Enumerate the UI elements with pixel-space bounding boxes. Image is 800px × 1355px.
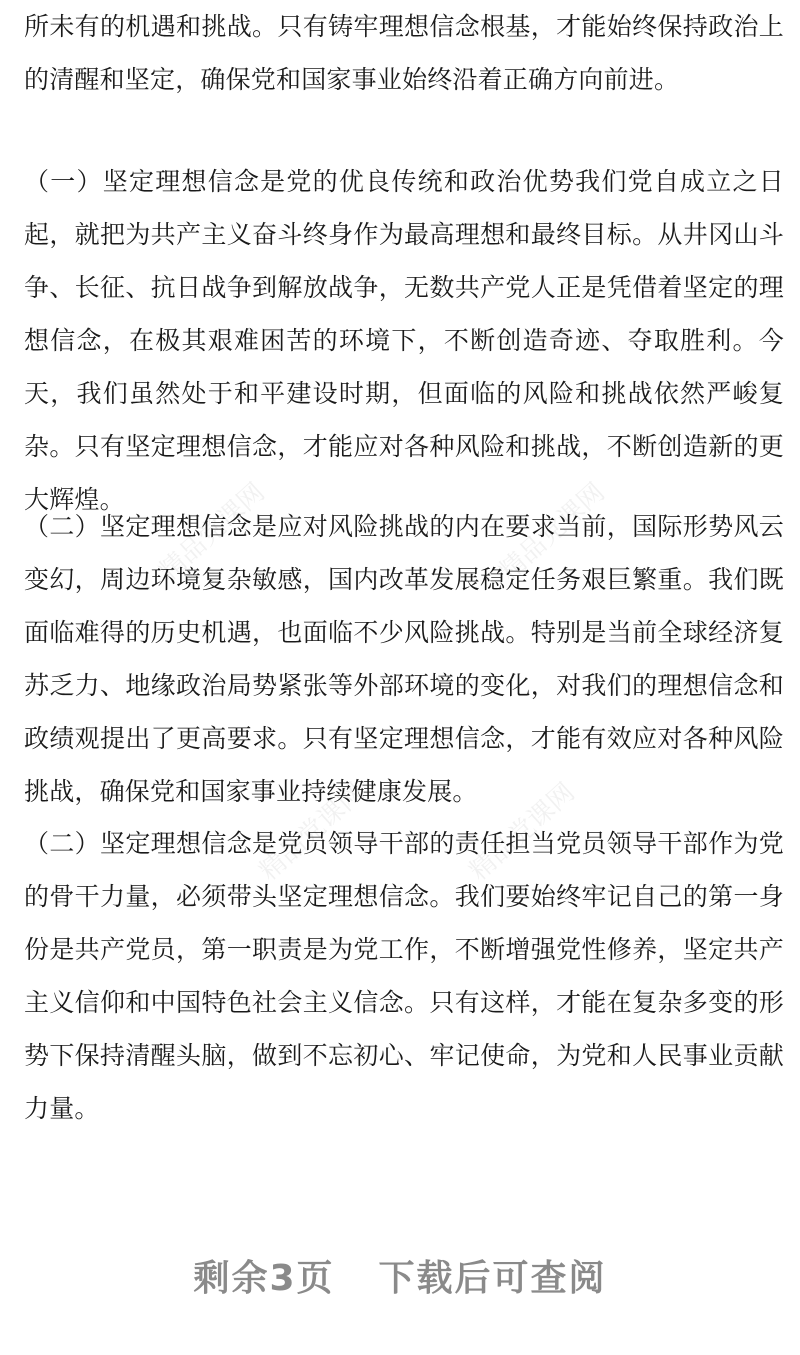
- watermark: 精品党课网: [154, 477, 271, 587]
- download-to-view-label: 下载后可查阅: [378, 1258, 607, 1299]
- paragraph-section-three: （二）坚定理想信念是党员领导干部的责任担当党员领导干部作为党的骨干力量，必须带头坚定理想信念。我们要始终牢记自己的第一身份是共产党员，第一职责是为党工作，不断增强党性修养，坚定共产主义信仰和中国特色社会主义信念。只有这样，才能在复杂多变的形势下保持清醒头脑，做到不忘初心、牢记使命，为党和人民事业贡献力量。: [24, 829, 784, 1123]
- download-prompt[interactable]: [0, 1250, 800, 1301]
- paragraph-section-one: （一）坚定理想信念是党的优良传统和政治优势我们党自成立之日起，就把为共产主义奋斗终身作为最高理想和最终目标。从井冈山斗争、长征、抗日战争到解放战争，无数共产党人正是凭借着坚定的理想信念，在极其艰难困苦的环境下，不断创造奇迹、夺取胜利。今天，我们虽然处于和平建设时期，但面临的风险和挑战依然严峻复杂。只有坚定理想信念，才能应对各种风险和挑战，不断创造新的更大辉煌。: [24, 167, 784, 514]
- remaining-pages-label: 剩余3页: [193, 1258, 335, 1299]
- watermark: 精品党课网: [464, 777, 581, 887]
- paragraph-intro-continuation: 所未有的机遇和挑战。只有铸牢理想信念根基，才能始终保持政治上的清醒和坚定，确保党和国家事业始终沿着正确方向前进。: [24, 12, 784, 94]
- paragraph-section-two: （二）坚定理想信念是应对风险挑战的内在要求当前，国际形势风云变幻，周边环境复杂敏感，国内改革发展稳定任务艰巨繁重。我们既面临难得的历史机遇，也面临不少风险挑战。特别是当前全球经济复苏乏力、地缘政治局势紧张等外部环境的变化，对我们的理想信念和政绩观提出了更高要求。只有坚定理想信念，才能有效应对各种风险挑战，确保党和国家事业持续健康发展。: [24, 512, 784, 806]
- watermark: 精品党课网: [494, 477, 611, 587]
- watermark: 精品党课网: [254, 777, 371, 887]
